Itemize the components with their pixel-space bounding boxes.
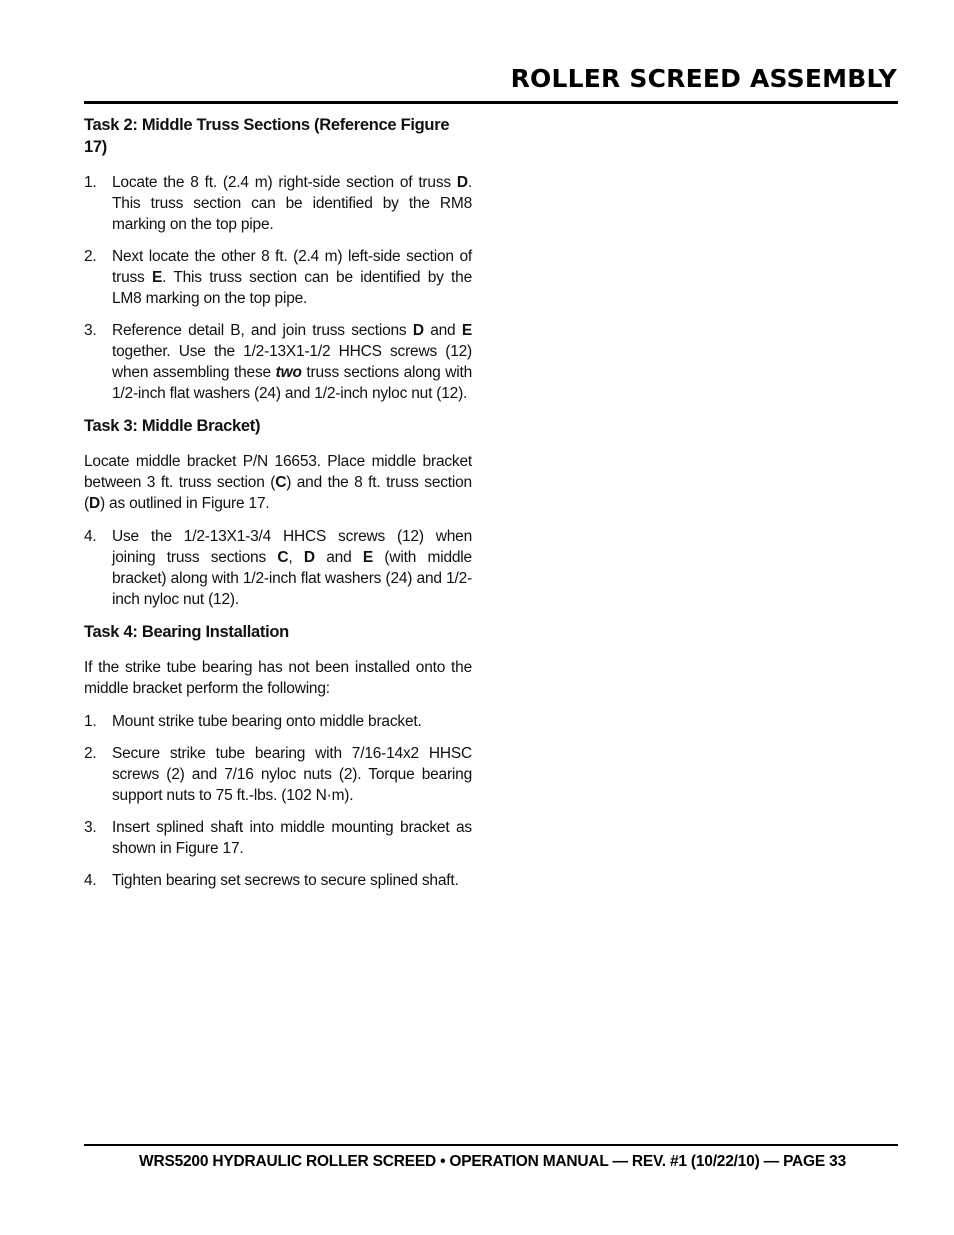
step-text: [112, 172, 472, 235]
step-number: 2.: [84, 248, 97, 265]
header-divider: [84, 101, 898, 104]
part-label: D: [303, 549, 315, 566]
task2-step-2: [84, 246, 472, 309]
step-number: 3.: [84, 322, 97, 339]
step-number: 2.: [84, 745, 97, 762]
content-column: [84, 114, 472, 902]
text-run: Next locate the other 8 ft. (2.4 m) left-side section of truss: [112, 248, 472, 286]
part-label: E: [362, 549, 374, 566]
task2-step-1: [84, 172, 472, 235]
text-run: . This truss section can be identified by the LM8 marking on the top pipe.: [112, 269, 473, 307]
task4-heading: Task 4: Bearing Installation: [84, 623, 289, 641]
task4-step-1: [84, 711, 472, 732]
step-number: 4.: [84, 528, 97, 545]
step-text: [112, 246, 472, 309]
text-run: . This truss section can be identified by the RM8 marking on the top pipe.: [112, 174, 472, 233]
step-number: 4.: [84, 872, 97, 889]
text-run: ) and the 8 ft. truss section (: [84, 474, 472, 512]
page-footer: WRS5200 HYDRAULIC ROLLER SCREED • OPERATION MANUAL — REV. #1 (10/22/10) — PAGE 33: [139, 1153, 846, 1170]
task2-step-3: [84, 320, 472, 404]
step-text: Mount strike tube bearing onto middle bracket.: [112, 713, 422, 730]
task3-heading: Task 3: Middle Bracket): [84, 417, 261, 435]
step-text: [112, 320, 472, 404]
task3-step-4: [84, 526, 472, 610]
step-text: [112, 526, 472, 610]
task4-step-3: [84, 817, 472, 859]
step-text: Secure strike tube bearing with 7/16-14x2 HHSC screws (2) and 7/16 nyloc nuts (2). Torque bearing support nuts to 75 ft.-lbs. (102 N·m).: [112, 745, 472, 804]
emphasis: two: [275, 364, 302, 381]
text-run: Use the 1/2-13X1-3/4 HHCS screws (12) when joining truss sections: [112, 528, 472, 566]
text-run: and: [314, 549, 363, 566]
part-label: E: [461, 322, 472, 339]
task2-heading: Task 2: Middle Truss Sections (Reference Figure 17): [84, 116, 450, 156]
step-text: Insert splined shaft into middle mounting bracket as shown in Figure 17.: [112, 819, 472, 857]
part-label: D: [412, 322, 424, 339]
page-section-title: ROLLER SCREED ASSEMBLY: [510, 64, 897, 93]
text-run: Locate the 8 ft. (2.4 m) right-side section of truss: [112, 174, 457, 191]
text-run: Reference detail B, and join truss sections: [112, 322, 413, 339]
task3-paragraph: [84, 451, 472, 514]
step-number: 1.: [84, 174, 97, 191]
text-run: (with middle bracket) along with 1/2-inch flat washers (24) and 1/2-inch nyloc nut (12).: [112, 549, 472, 608]
footer-divider: [84, 1144, 898, 1146]
step-number: 3.: [84, 819, 97, 836]
text-run: together. Use the 1/2-13X1-1/2 HHCS screws (12) when assembling these: [112, 343, 472, 381]
part-label: C: [277, 549, 289, 566]
part-label: D: [88, 495, 100, 512]
part-label: E: [151, 269, 163, 286]
part-label: C: [275, 474, 287, 491]
text-run: ) as outlined in Figure 17.: [99, 495, 270, 512]
task4-intro: If the strike tube bearing has not been installed onto the middle bracket perform the following:: [84, 659, 472, 697]
task4-step-4: [84, 870, 472, 891]
step-number: 1.: [84, 713, 97, 730]
text-run: ,: [288, 549, 304, 566]
text-run: Locate middle bracket P/N 16653. Place middle bracket between 3 ft. truss section (: [84, 453, 472, 491]
task4-step-2: [84, 743, 472, 806]
step-text: Tighten bearing set secrews to secure splined shaft.: [112, 872, 459, 889]
text-run: and: [423, 322, 462, 339]
part-label: D: [456, 174, 468, 191]
text-run: truss sections along with 1/2-inch flat washers (24) and 1/2-inch nyloc nut (12).: [112, 364, 472, 402]
